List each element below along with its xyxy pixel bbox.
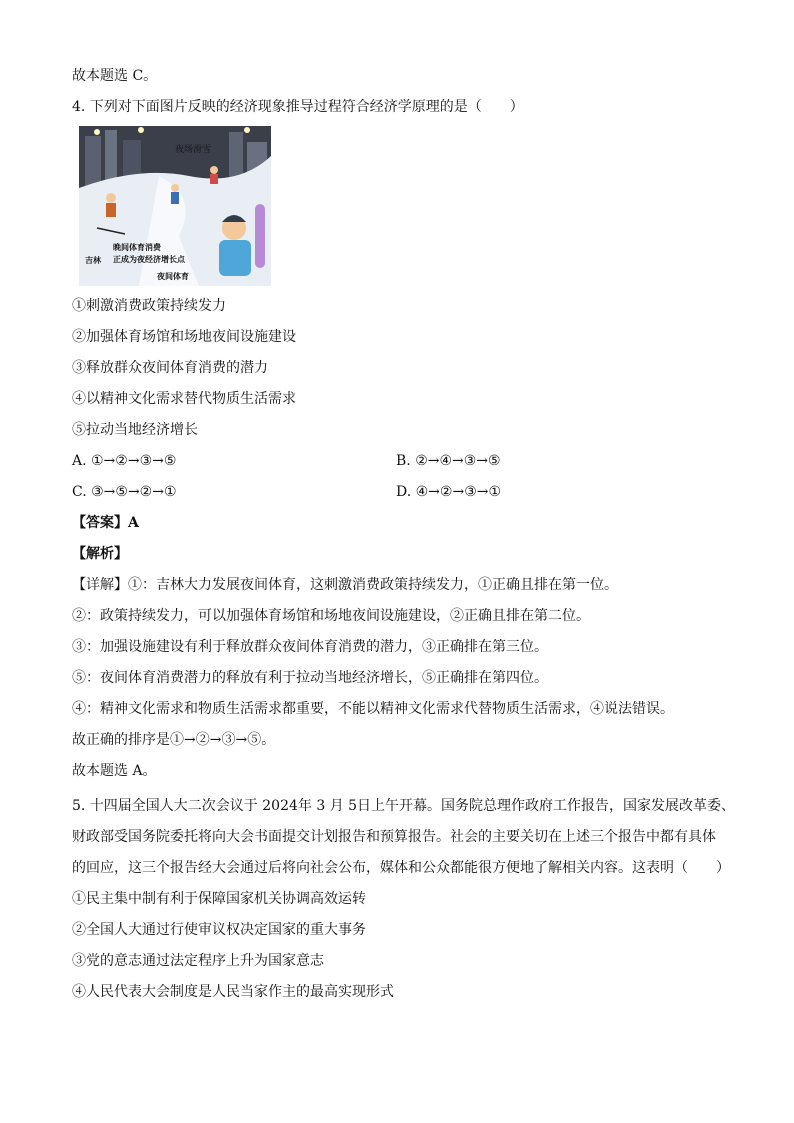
caption-place: 吉林 [85, 255, 101, 265]
answer-label: 【答案】A [72, 515, 139, 531]
detail-line-4: ⑤：夜间体育消费潜力的释放有利于拉动当地经济增长，⑤正确排在第四位。 [72, 670, 548, 686]
detail-line-5: ④：精神文化需求和物质生活需求都重要，不能以精神文化需求代替物质生活需求，④说法错误。 [72, 701, 674, 717]
detail-line-2: ②：政策持续发力，可以加强体育场馆和场地夜间设施建设，②正确且排在第二位。 [72, 608, 590, 624]
question-4-stem: 4. 下列对下面图片反映的经济现象推导过程符合经济学原理的是（ ） [72, 99, 524, 115]
option-a: A. ①→②→③→⑤ [72, 453, 177, 469]
q4-item-2: ②加强体育场馆和场地夜间设施建设 [72, 329, 296, 345]
prev-answer-line: 故本题选 C。 [72, 68, 158, 84]
illustration-title: 夜间体育 [157, 271, 189, 281]
question-5-stem-1: 5. 十四届全国人大二次会议于 2024年 3 月 5日上午开幕。国务院总理作政府工作报告，国家发展改革委、 [72, 798, 736, 814]
q5-item-4: ④人民代表大会制度是人民当家作主的最高实现形式 [72, 984, 394, 1000]
sign-text: 夜场滑雪 [175, 145, 212, 155]
detail-line-1: 【详解】①：吉林大力发展夜间体育，这刺激消费政策持续发力，①正确且排在第一位。 [72, 577, 618, 593]
q5-item-1: ①民主集中制有利于保障国家机关协调高效运转 [72, 891, 366, 907]
caption-line-2: 正成为夜经济增长点 [113, 254, 185, 264]
q4-item-3: ③释放群众夜间体育消费的潜力 [72, 360, 268, 376]
caption-line-1: 晚间体育消费 [113, 242, 161, 252]
option-d: D. ④→②→③→① [396, 484, 502, 500]
detail-line-3: ③：加强设施建设有利于释放群众夜间体育消费的潜力，③正确排在第三位。 [72, 639, 548, 655]
q5-item-2: ②全国人大通过行使审议权决定国家的重大事务 [72, 922, 366, 938]
question-5-stem-2: 财政部受国务院委托将向大会书面提交计划报告和预算报告。社会的主要关切在上述三个报告中都有具体 [72, 829, 716, 845]
q4-item-5: ⑤拉动当地经济增长 [72, 422, 198, 438]
choose-line: 故本题选 A。 [72, 763, 157, 779]
night-skiing-illustration [79, 126, 271, 286]
correct-order: 故正确的排序是①→②→③→⑤。 [72, 732, 276, 748]
q4-item-4: ④以精神文化需求替代物质生活需求 [72, 391, 296, 407]
analysis-label: 【解析】 [72, 546, 128, 562]
q4-item-1: ①刺激消费政策持续发力 [72, 298, 226, 314]
q5-item-3: ③党的意志通过法定程序上升为国家意志 [72, 953, 324, 969]
question-5-stem-3: 的回应，这三个报告经大会通过后将向社会公布，媒体和公众都能很方便地了解相关内容。这表明（ ） [72, 860, 730, 876]
option-b: B. ②→④→③→⑤ [396, 453, 501, 469]
option-c: C. ③→⑤→②→① [72, 484, 177, 500]
